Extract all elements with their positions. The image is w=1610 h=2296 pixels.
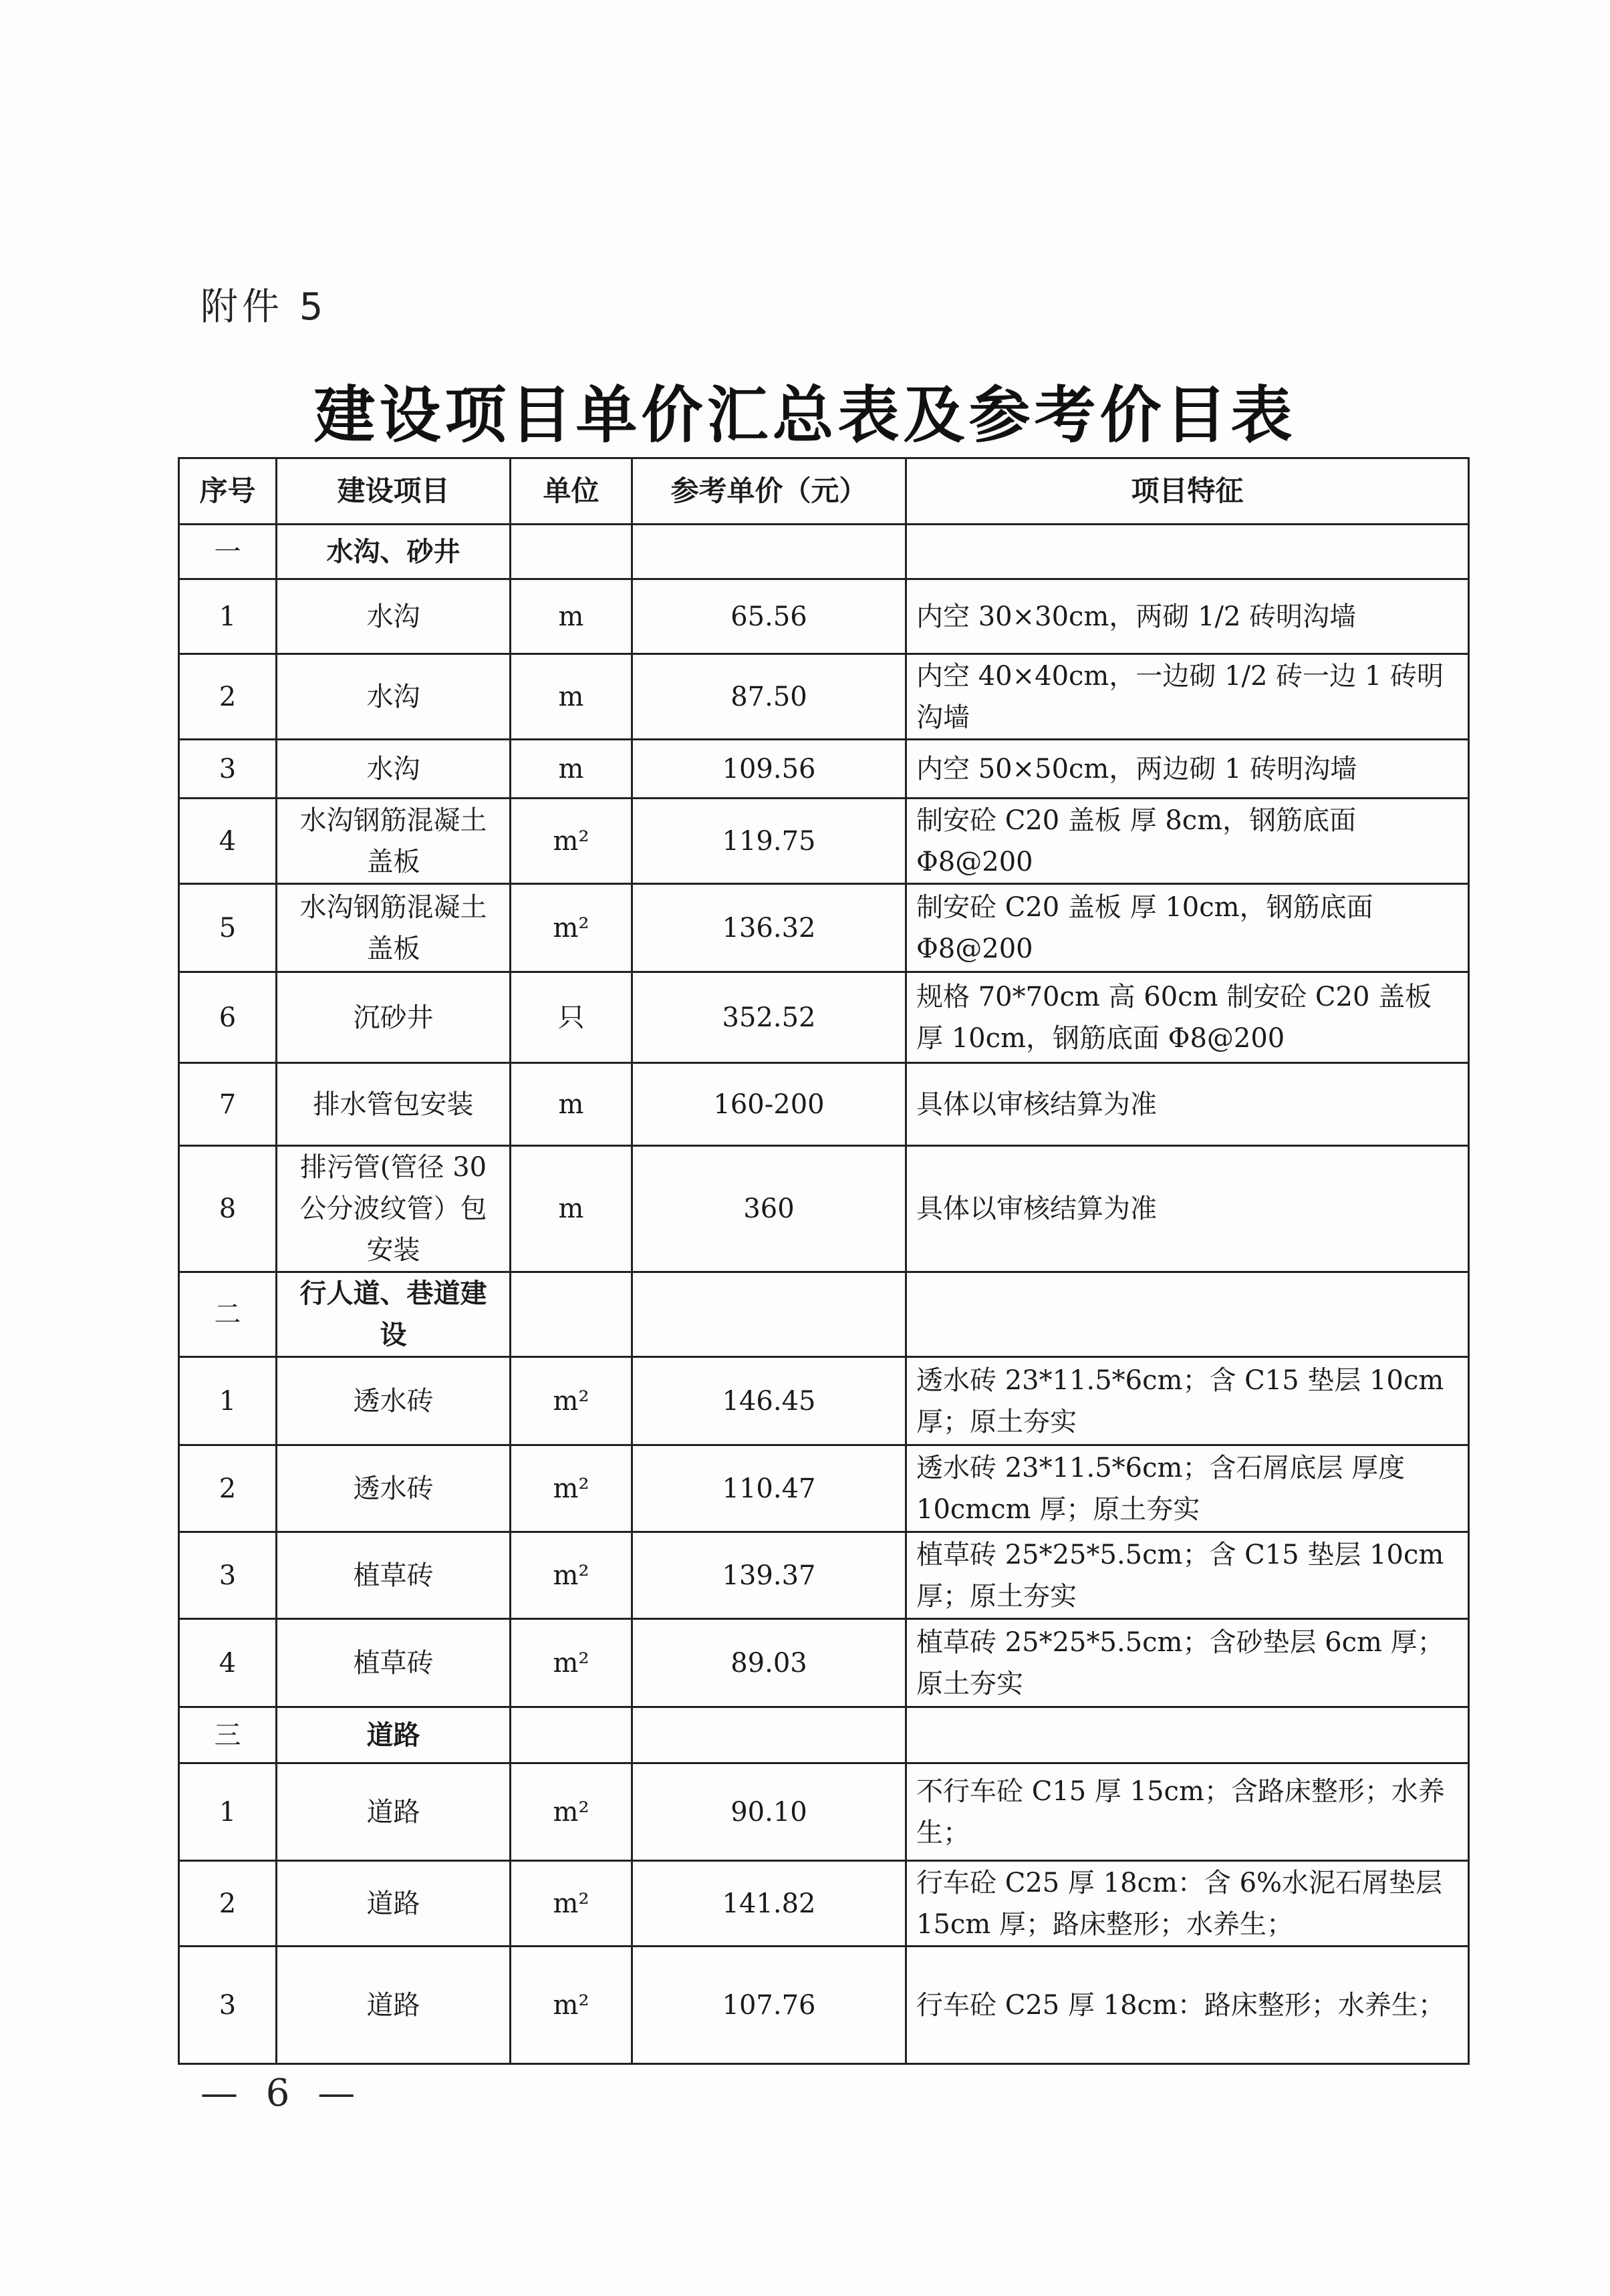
row-unit: m²	[511, 1763, 632, 1861]
row-name: 水沟钢筋混凝土盖板	[277, 799, 511, 884]
row-unit: m²	[511, 1619, 632, 1707]
row-feature: 内空 40×40cm，一边砌 1/2 砖一边 1 砖明沟墙	[906, 654, 1469, 740]
section-row	[179, 525, 1469, 579]
row-no: 1	[179, 1763, 277, 1861]
table-row	[179, 1619, 1469, 1707]
row-price: 146.45	[632, 1357, 906, 1445]
header-price: 参考单价（元）	[632, 458, 906, 525]
row-unit: m	[511, 654, 632, 740]
row-feature	[906, 1707, 1469, 1763]
header-feature: 项目特征	[906, 458, 1469, 525]
row-unit	[511, 1272, 632, 1357]
row-unit: 只	[511, 972, 632, 1063]
row-no: 4	[179, 799, 277, 884]
row-feature: 行车砼 C25 厚 18cm：含 6%水泥石屑垫层 15cm 厚；路床整形；水养生；	[906, 1861, 1469, 1947]
row-unit: m	[511, 1146, 632, 1272]
table-row	[179, 1763, 1469, 1861]
row-feature: 植草砖 25*25*5.5cm；含砂垫层 6cm 厚；原土夯实	[906, 1619, 1469, 1707]
row-name: 透水砖	[277, 1445, 511, 1532]
row-price	[632, 1707, 906, 1763]
table-row	[179, 579, 1469, 654]
row-feature: 植草砖 25*25*5.5cm；含 C15 垫层 10cm 厚；原土夯实	[906, 1532, 1469, 1619]
row-name: 水沟钢筋混凝土盖板	[277, 884, 511, 972]
row-no: 2	[179, 1861, 277, 1947]
row-name: 植草砖	[277, 1532, 511, 1619]
page-number: — 6 —	[200, 2071, 364, 2115]
section-row	[179, 1272, 1469, 1357]
row-unit: m	[511, 740, 632, 799]
row-no: 3	[179, 740, 277, 799]
row-no: 2	[179, 1445, 277, 1532]
row-price: 141.82	[632, 1861, 906, 1947]
row-name: 透水砖	[277, 1357, 511, 1445]
row-name: 道路	[277, 1707, 511, 1763]
row-price: 107.76	[632, 1947, 906, 2064]
row-unit: m²	[511, 1947, 632, 2064]
row-no: 1	[179, 1357, 277, 1445]
row-unit: m	[511, 579, 632, 654]
table-row	[179, 654, 1469, 740]
row-no: 3	[179, 1947, 277, 2064]
row-name: 水沟、砂井	[277, 525, 511, 579]
row-no: 3	[179, 1532, 277, 1619]
row-no: 8	[179, 1146, 277, 1272]
row-feature	[906, 1272, 1469, 1357]
table-row	[179, 1445, 1469, 1532]
row-name: 水沟	[277, 579, 511, 654]
table-row	[179, 1947, 1469, 2064]
row-price: 139.37	[632, 1532, 906, 1619]
table-row	[179, 1146, 1469, 1272]
row-name: 沉砂井	[277, 972, 511, 1063]
table-row	[179, 1357, 1469, 1445]
row-no: 二	[179, 1272, 277, 1357]
row-unit: m	[511, 1063, 632, 1146]
row-price: 87.50	[632, 654, 906, 740]
row-unit: m²	[511, 1532, 632, 1619]
row-feature: 规格 70*70cm 高 60cm 制安砼 C20 盖板厚 10cm，钢筋底面 Φ8@200	[906, 972, 1469, 1063]
row-feature: 行车砼 C25 厚 18cm：路床整形；水养生；	[906, 1947, 1469, 2064]
table-row	[179, 1861, 1469, 1947]
row-feature: 透水砖 23*11.5*6cm；含 C15 垫层 10cm 厚；原土夯实	[906, 1357, 1469, 1445]
row-name: 行人道、巷道建设	[277, 1272, 511, 1357]
row-no: 7	[179, 1063, 277, 1146]
row-no: 三	[179, 1707, 277, 1763]
row-unit: m²	[511, 1861, 632, 1947]
row-price: 119.75	[632, 799, 906, 884]
row-price: 89.03	[632, 1619, 906, 1707]
row-feature: 内空 30×30cm，两砌 1/2 砖明沟墙	[906, 579, 1469, 654]
row-feature: 不行车砼 C15 厚 15cm；含路床整形；水养生；	[906, 1763, 1469, 1861]
row-name: 道路	[277, 1763, 511, 1861]
table-row	[179, 884, 1469, 972]
row-price: 360	[632, 1146, 906, 1272]
section-row	[179, 1707, 1469, 1763]
header-unit: 单位	[511, 458, 632, 525]
row-feature	[906, 525, 1469, 579]
row-no: 1	[179, 579, 277, 654]
attachment-label: 附件 5	[200, 285, 327, 329]
row-unit: m²	[511, 799, 632, 884]
table-row	[179, 740, 1469, 799]
price-table	[178, 457, 1470, 2065]
row-name: 道路	[277, 1947, 511, 2064]
document-title: 建设项目单价汇总表及参考价目表	[313, 380, 1297, 451]
row-feature: 内空 50×50cm，两边砌 1 砖明沟墙	[906, 740, 1469, 799]
row-price	[632, 525, 906, 579]
row-feature: 制安砼 C20 盖板 厚 8cm，钢筋底面 Φ8@200	[906, 799, 1469, 884]
table-header-row	[179, 458, 1469, 525]
header-project: 建设项目	[277, 458, 511, 525]
row-feature: 透水砖 23*11.5*6cm；含石屑底层 厚度 10cmcm 厚；原土夯实	[906, 1445, 1469, 1532]
row-no: 6	[179, 972, 277, 1063]
row-name: 排污管(管径 30 公分波纹管）包安装	[277, 1146, 511, 1272]
table-row	[179, 972, 1469, 1063]
row-price: 352.52	[632, 972, 906, 1063]
row-name: 道路	[277, 1861, 511, 1947]
row-name: 水沟	[277, 654, 511, 740]
row-no: 5	[179, 884, 277, 972]
row-feature: 制安砼 C20 盖板 厚 10cm，钢筋底面 Φ8@200	[906, 884, 1469, 972]
row-no: 4	[179, 1619, 277, 1707]
row-unit: m²	[511, 884, 632, 972]
row-price: 136.32	[632, 884, 906, 972]
table-row	[179, 1532, 1469, 1619]
row-feature: 具体以审核结算为准	[906, 1063, 1469, 1146]
row-price: 90.10	[632, 1763, 906, 1861]
row-unit: m²	[511, 1445, 632, 1532]
row-name: 水沟	[277, 740, 511, 799]
row-no: 一	[179, 525, 277, 579]
row-price	[632, 1272, 906, 1357]
row-feature: 具体以审核结算为准	[906, 1146, 1469, 1272]
row-price: 65.56	[632, 579, 906, 654]
row-unit	[511, 1707, 632, 1763]
row-price: 160-200	[632, 1063, 906, 1146]
row-price: 109.56	[632, 740, 906, 799]
header-no: 序号	[179, 458, 277, 525]
row-no: 2	[179, 654, 277, 740]
table-row	[179, 1063, 1469, 1146]
row-name: 植草砖	[277, 1619, 511, 1707]
row-unit: m²	[511, 1357, 632, 1445]
table-row	[179, 799, 1469, 884]
row-unit	[511, 525, 632, 579]
row-name: 排水管包安装	[277, 1063, 511, 1146]
row-price: 110.47	[632, 1445, 906, 1532]
